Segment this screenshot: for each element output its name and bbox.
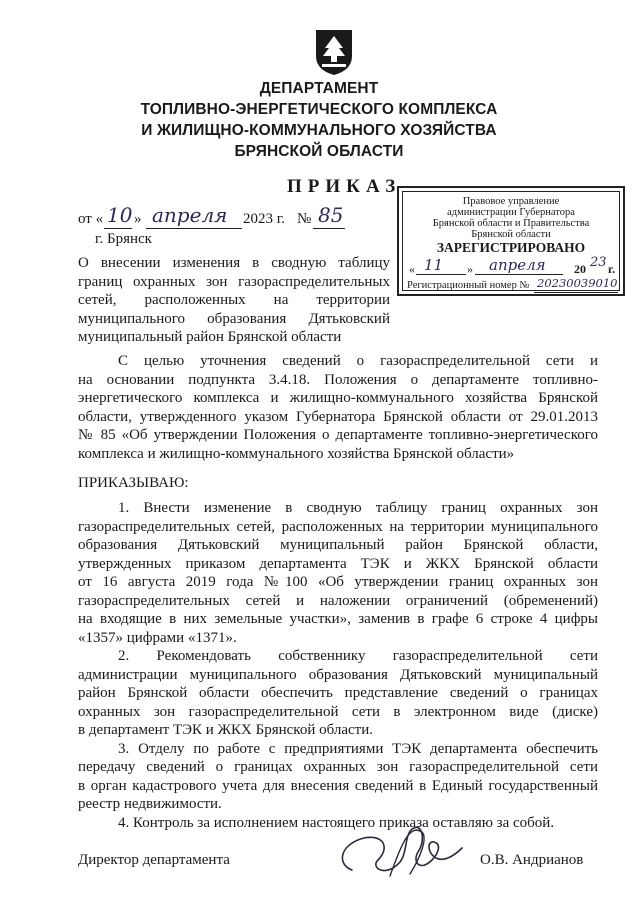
stamp-day-handwritten: 11: [424, 256, 444, 274]
subject-line: О внесении изменения в сводную таблицу: [78, 255, 390, 271]
date-day-handwritten: 10: [107, 203, 133, 227]
item-line: от 16 августа 2019 года №100 «Об утверждении границ охранных зон: [78, 574, 598, 590]
order-number-label: №: [297, 211, 312, 227]
item-line: охранных зон газораспределительной сети в электронном виде (диске): [78, 703, 598, 720]
order-item-2: [78, 647, 598, 740]
preamble-line: № 85 «Об утверждении Положения о департаменте топливно-энергетического: [78, 427, 598, 443]
item-line: передачу сведений о границах охранных зон газораспределительной сети: [78, 759, 598, 775]
item-line: 3. Отделу по работе с предприятиями ТЭК департамента обеспечить: [118, 740, 598, 757]
department-title-line-4: БРЯНСКОЙ ОБЛАСТИ: [234, 143, 404, 160]
stamp-date-open-quote: «: [409, 262, 415, 276]
order-item-1: [78, 499, 598, 647]
date-month-underline: [146, 228, 242, 229]
stamp-month-handwritten: апреля: [489, 256, 546, 274]
order-number-underline: [313, 228, 345, 229]
stamp-year-prefix: 20: [574, 262, 586, 276]
preamble-line: на основании подпункта 3.4.18. Положения о департаменте топливно-: [78, 371, 598, 388]
item-line: 1. Внести изменение в сводную таблицу границ охранных зон: [118, 500, 598, 516]
date-day-underline: [104, 228, 132, 229]
subject-line: границ охранных зон газораспределительных: [78, 273, 390, 290]
item-line: образования Дятьковский муниципальный район Брянской области,: [78, 537, 598, 553]
date-prefix: от «: [78, 211, 104, 227]
stamp-line-3: Брянской области и Правительства: [432, 218, 590, 229]
stamp-year-handwritten: 23: [590, 255, 607, 270]
item-line: «1357» цифрами «1371».: [78, 629, 237, 646]
subject-block: [78, 254, 390, 347]
order-word: ПРИКАЗЫВАЮ:: [78, 475, 189, 491]
stamp-reg-number-handwritten: 20230039010: [537, 276, 618, 290]
date-month-handwritten: апреля: [152, 203, 228, 227]
stamp-month-underline: [475, 274, 563, 275]
department-title-line-2: ТОПЛИВНО-ЭНЕРГЕТИЧЕСКОГО КОМПЛЕКСА: [140, 101, 498, 118]
order-number-handwritten: 85: [318, 203, 344, 227]
coat-of-arms-emblem: [314, 28, 354, 76]
item-line: администрации муниципального образования Дятьковский муниципальный: [78, 666, 598, 683]
stamp-line-2: администрации Губернатора: [447, 207, 575, 218]
item-line: в департамент ТЭК и ЖКХ Брянской области.: [78, 722, 374, 738]
item-line: газораспределительных сетей, расположенных на территории муниципального: [78, 518, 598, 535]
item-line: реестр недвижимости.: [78, 796, 222, 812]
subject-line: муниципального образования Дятьковский: [78, 310, 390, 327]
date-quote-close: »: [134, 211, 142, 227]
stamp-year-suffix: г.: [608, 262, 616, 276]
subject-line: муниципальный район Брянской области: [78, 329, 342, 345]
stamp-day-underline: [416, 274, 466, 275]
department-title-line-1: ДЕПАРТАМЕНТ: [259, 80, 379, 97]
item-line: 4. Контроль за исполнением настоящего приказа оставляю за собой.: [118, 814, 555, 831]
stamp-line-4: Брянской области: [471, 229, 551, 240]
handwritten-signature: [330, 818, 470, 888]
stamp-line-1: Правовое управление: [462, 196, 560, 207]
preamble-line: энергетического комплекса и жилищно-коммунального хозяйства Брянской: [78, 390, 598, 406]
preamble-line: области, утвержденного указом Губернатора Брянской области от 29.01.2013: [78, 408, 598, 425]
city: г. Брянск: [95, 231, 152, 247]
order-item-3: [78, 740, 598, 814]
stamp-status: ЗАРЕГИСТРИРОВАНО: [436, 240, 586, 255]
item-line: газораспределительных сетей и наложении ограничений (обременений): [78, 592, 598, 609]
signatory-position: Директор департамента: [78, 852, 230, 868]
item-line: утвержденных приказом департамента ТЭК и ЖКХ Брянской области: [78, 555, 598, 572]
subject-line: сетей, расположенных на территории: [78, 292, 390, 308]
date-year: 2023 г.: [243, 211, 285, 227]
department-title-line-3: И ЖИЛИЩНО-КОММУНАЛЬНОГО ХОЗЯЙСТВА: [141, 122, 497, 139]
order-items: [78, 499, 598, 832]
item-line: на входящие в них земельные участки», заменив в графе 6 строке 4 цифры: [78, 611, 598, 627]
signatory-name: О.В. Андрианов: [480, 852, 584, 868]
preamble-line: комплекса и жилищно-коммунального хозяйства Брянской области»: [78, 445, 515, 462]
preamble-paragraph: [78, 352, 598, 463]
stamp-date-close-quote: »: [467, 262, 473, 276]
item-line: 2. Рекомендовать собственнику газораспределительной сети: [118, 648, 598, 664]
item-line: в орган кадастрового учета для внесения сведений в Единый государственный: [78, 777, 598, 794]
stamp-reg-number-label: Регистрационный номер №: [407, 280, 530, 291]
document-title: ПРИКАЗ: [287, 176, 402, 197]
preamble-line: С целью уточнения сведений о газораспределительной сети и: [118, 353, 598, 369]
item-line: район Брянской области обеспечить представление сведений о границах: [78, 685, 598, 701]
stamp-reg-number-underline: [534, 292, 618, 293]
